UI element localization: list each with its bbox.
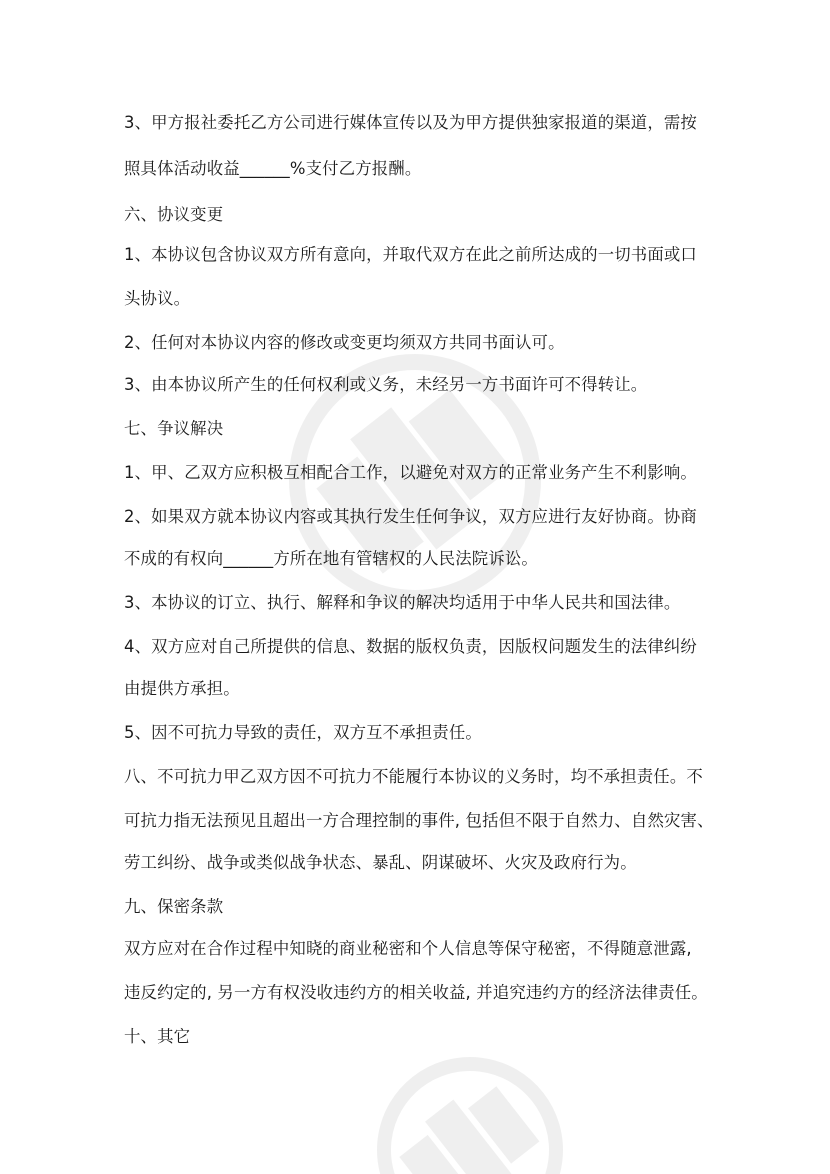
text-line: 2、如果双方就本协议内容或其执行发生任何争议，双方应进行友好协商。协商 [124, 507, 697, 526]
text-line: 5、因不可抗力导致的责任，双方互不承担责任。 [124, 723, 482, 742]
text-line: 3、本协议的订立、执行、解释和争议的解决均适用于中华人民共和国法律。 [124, 593, 681, 612]
text-line: 违反约定的, 另一方有权没收违约方的相关收益, 并追究违约方的经济法律责任。 [124, 983, 708, 1002]
text-line: 八、不可抗力甲乙双方因不可抗力不能履行本协议的义务时，均不承担责任。不 [124, 767, 703, 786]
section-heading: 七、争议解决 [124, 419, 224, 438]
text-line: 双方应对在合作过程中知晓的商业秘密和个人信息等保守秘密，不得随意泄露, [124, 939, 692, 958]
text-line: 头协议。 [124, 289, 191, 308]
section-heading: 六、协议变更 [124, 205, 224, 224]
text-line: 2、任何对本协议内容的修改或变更均须双方共同书面认可。 [124, 333, 565, 352]
text-line: 照具体活动收益______%支付乙方报酬。 [124, 159, 422, 178]
text-line: 可抗力指无法预见且超出一方合理控制的事件, 包括但不限于自然力、自然灾害、 [124, 811, 714, 830]
text-line: 1、甲、乙双方应积极互相配合工作，以避免对双方的正常业务产生不利影响。 [124, 463, 697, 482]
text-line: 3、甲方报社委托乙方公司进行媒体宣传以及为甲方提供独家报道的渠道，需按 [124, 113, 697, 132]
section-heading: 十、其它 [124, 1027, 191, 1046]
text-line: 不成的有权向______方所在地有管辖权的人民法院诉讼。 [124, 549, 538, 568]
text-line: 3、由本协议所产生的任何权利或义务，未经另一方书面许可不得转让。 [124, 375, 648, 394]
text-line: 劳工纠纷、战争或类似战争状态、暴乱、阴谋破坏、火灾及政府行为。 [124, 853, 637, 872]
text-line: 4、双方应对自己所提供的信息、数据的版权负责，因版权问题发生的法律纠纷 [124, 637, 697, 656]
section-heading: 九、保密条款 [124, 897, 224, 916]
text-line: 由提供方承担。 [124, 679, 240, 698]
text-line: 1、本协议包含协议双方所有意向，并取代双方在此之前所达成的一切书面或口 [124, 245, 697, 264]
